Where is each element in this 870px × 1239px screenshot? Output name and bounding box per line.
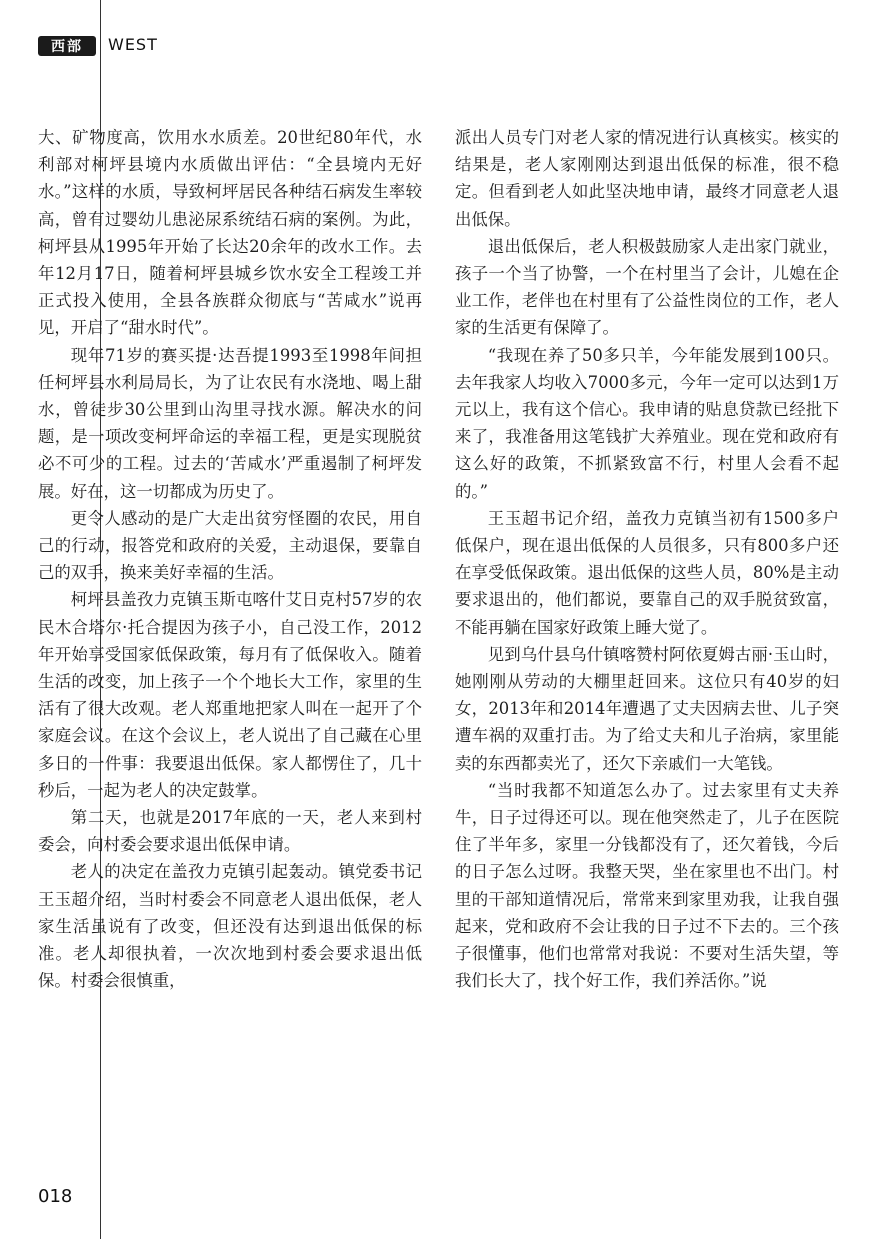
paragraph: “我现在养了50多只羊，今年能发展到100只。去年我家人均收入7000多元，今年一定可以达到1万元以上，我有这个信心。我申请的贴息贷款已经批下来了，我准备用这笔钱扩大养殖业。现在党和政府有这么好的政策，不抓紧致富不行，村里人会看不起的。” <box>455 345 839 501</box>
left-column <box>38 124 422 995</box>
section-name: WEST <box>108 35 158 54</box>
paragraph: 王玉超书记介绍，盖孜力克镇当初有1500多户低保户，现在退出低保的人员很多，只有800多户还在享受低保政策。退出低保的这些人员，80%是主动要求退出的，他们都说，要靠自己的双手脱贫致富，不能再躺在国家好政策上睡大觉了。 <box>455 508 839 637</box>
paragraph: 派出人员专门对老人家的情况进行认真核实。核实的结果是，老人家刚刚达到退出低保的标准，很不稳定。但看到老人如此坚决地申请，最终才同意老人退出低保。 <box>455 128 839 229</box>
paragraph: 见到乌什县乌什镇喀赞村阿依夏姆古丽·玉山时，她刚刚从劳动的大棚里赶回来。这位只有40岁的妇女，2013年和2014年遭遇了丈夫因病去世、儿子突遭车祸的双重打击。为了给丈夫和儿子治病，家里能卖的东西都卖光了，还欠下亲戚们一大笔钱。 <box>455 644 839 773</box>
paragraph: 第二天，也就是2017年底的一天，老人来到村委会，向村委会要求退出低保申请。 <box>38 808 422 855</box>
paragraph: 现年71岁的赛买提·达吾提1993至1998年间担任柯坪县水利局局长，为了让农民有水浇地、喝上甜水，曾徒步30公里到山沟里寻找水源。解决水的问题，是一项改变柯坪命运的幸福工程，更是实现脱贫必不可少的工程。过去的‘苦咸水’严重遏制了柯坪发展。好在，这一切都成为历史了。 <box>38 345 422 501</box>
paragraph: 柯坪县盖孜力克镇玉斯屯喀什艾日克村57岁的农民木合塔尔·托合提因为孩子小，自己没工作，2012年开始享受国家低保政策，每月有了低保收入。随着生活的改变，加上孩子一个个地长大工作，家里的生活有了很大改观。老人郑重地把家人叫在一起开了个家庭会议。在这个会议上，老人说出了自己藏在心里多日的一件事：我要退出低保。家人都愣住了，几十秒后，一起为老人的决定鼓掌。 <box>38 590 422 800</box>
section-badge: 西部 <box>38 36 96 56</box>
right-column <box>455 124 839 995</box>
paragraph: 老人的决定在盖孜力克镇引起轰动。镇党委书记王玉超介绍，当时村委会不同意老人退出低保，老人家生活虽说有了改变，但还没有达到退出低保的标准。老人却很执着，一次次地到村委会要求退出低保。村委会很慎重， <box>38 862 422 991</box>
paragraph: “当时我都不知道怎么办了。过去家里有丈夫养牛，日子过得还可以。现在他突然走了，儿子在医院住了半年多，家里一分钱都没有了，还欠着钱，今后的日子怎么过呀。我整天哭，坐在家里也不出门。村里的干部知道情况后，常常来到家里劝我，让我自强起来，党和政府不会让我的日子过不下去的。三个孩子很懂事，他们也常常对我说：不要对生活失望，等我们长大了，找个好工作，我们养活你。”说 <box>455 780 839 991</box>
paragraph: 大、矿物度高，饮用水水质差。20世纪80年代，水利部对柯坪县境内水质做出评估：“全县境内无好水。”这样的水质，导致柯坪居民各种结石病发生率较高，曾有过婴幼儿患泌尿系统结石病的案例。为此，柯坪县从1995年开始了长达20余年的改水工作。去年12月17日，随着柯坪县城乡饮水安全工程竣工并正式投入使用，全县各族群众彻底与“苦咸水”说再见，开启了“甜水时代”。 <box>38 128 422 338</box>
paragraph: 更令人感动的是广大走出贫穷怪圈的农民，用自己的行动，报答党和政府的关爱，主动退保，要靠自己的双手，换来美好幸福的生活。 <box>38 508 422 583</box>
paragraph: 退出低保后，老人积极鼓励家人走出家门就业，孩子一个当了协警，一个在村里当了会计，儿媳在企业工作，老伴也在村里有了公益性岗位的工作，老人家的生活更有保障了。 <box>455 236 839 338</box>
page-number: 018 <box>38 1186 73 1207</box>
